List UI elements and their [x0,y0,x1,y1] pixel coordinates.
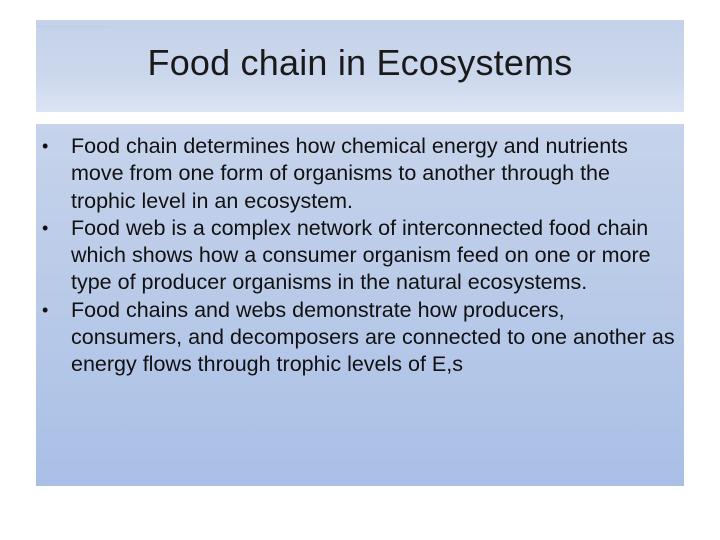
bullet-item [36,297,684,379]
bullet-text: Food web is a complex network of interconnected food chain which shows how a consumer organism feed on one or more type of producer organisms in the natural ecosystems. [71,215,651,295]
bullet-item [36,215,684,297]
title-panel [36,20,684,112]
bullet-icon: • [42,299,49,320]
bullet-text: Food chains and webs demonstrate how producers, consumers, and decomposers are connected to one another as energy flows through trophic levels of E,s [71,297,675,377]
bullet-icon: • [42,136,49,156]
bullet-item [36,133,684,215]
slide-title: Food chain in Ecosystems [147,42,573,83]
bullet-list [36,124,684,379]
content-panel [36,124,684,486]
bullet-text: Food chain determines how chemical energy and nutrients move from one form of organisms to another through the trophic level in an ecosystem. [71,134,628,213]
bullet-icon: • [42,217,49,238]
